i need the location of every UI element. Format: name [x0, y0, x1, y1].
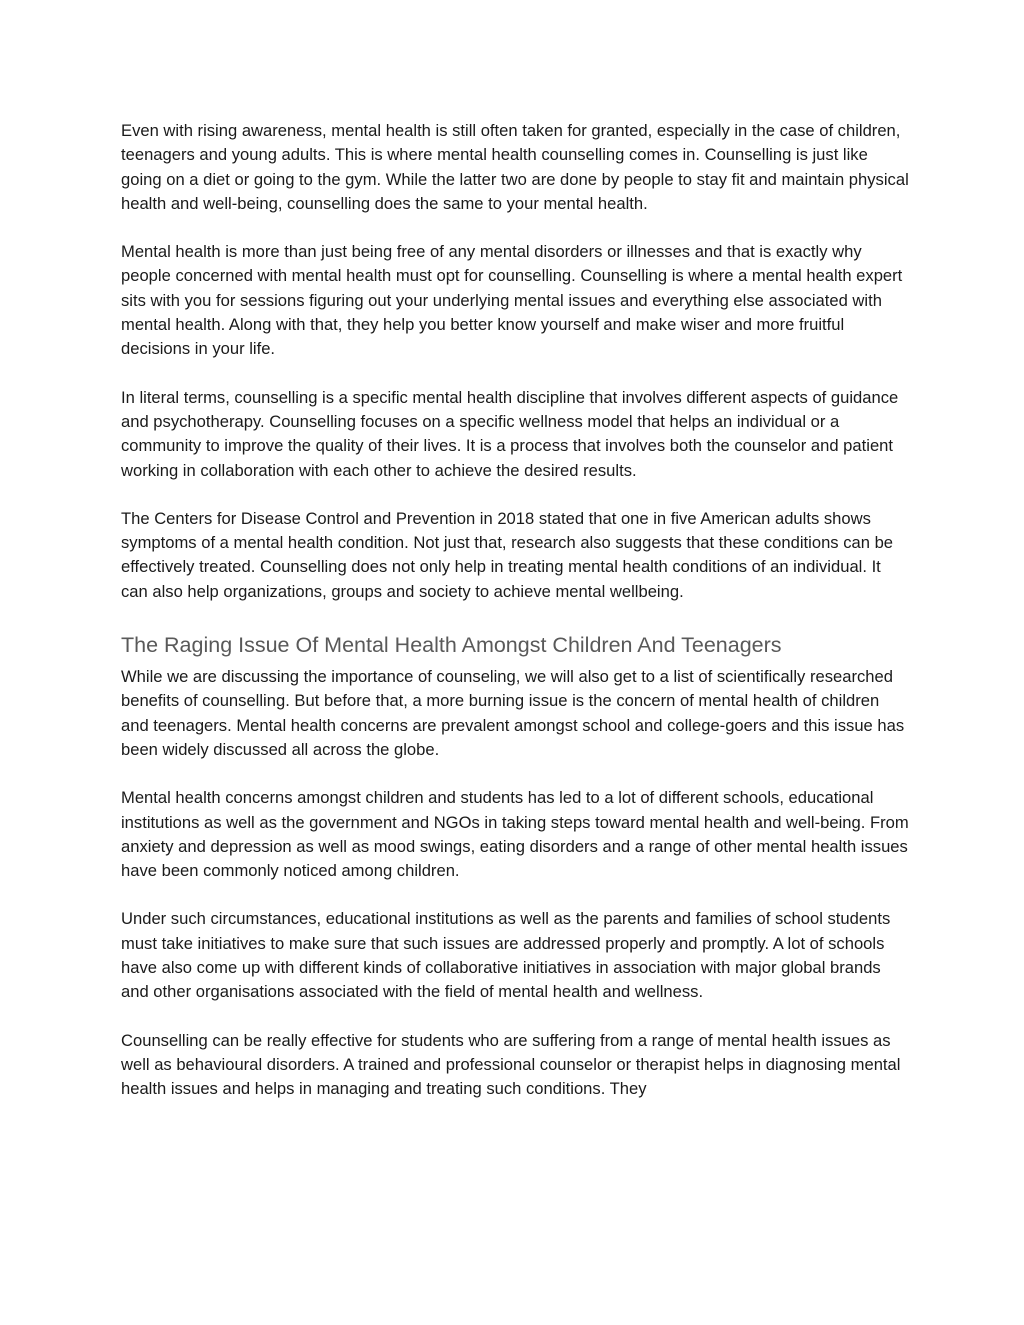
- paragraph-intro-4: The Centers for Disease Control and Prevention in 2018 stated that one in five American adults shows symptoms of a mental health condition. Not just that, research also suggests that these conditions can be effectively treated. Counselling does not only help in treating mental health conditions of an individual. It can also help organizations, groups and society to achieve mental wellbeing.: [121, 508, 894, 601]
- paragraph-intro-1: Even with rising awareness, mental health is still often taken for granted, especially in the case of children, teenagers and young adults. This is where mental health counselling comes in. Counselling is just like going on a diet or going to the gym. While the latter two are done by people to stay fit and maintain physical health and well-being, counselling does the same to your mental health.: [121, 121, 909, 213]
- paragraph-section-2: Mental health concerns amongst children and students has led to a lot of different schools, educational institutions as well as the government and NGOs in taking steps toward mental health and well-being. From anxiety and depression as well as mood swings, eating disorders and a range of other mental health issues have been commonly noticed among children.: [121, 788, 909, 881]
- paragraph-section-4: Counselling can be really effective for students who are suffering from a range of mental health issues as well as behavioural disorders. A trained and professional counselor or therapist helps in diagnosing mental health issues and helps in managing and treating such conditions. They: [121, 1030, 901, 1099]
- paragraph-intro-3: In literal terms, counselling is a specific mental health discipline that involves different aspects of guidance and psychotherapy. Counselling focuses on a specific wellness model that helps an individual or a community to improve the quality of their lives. It is a process that involves both the counselor and patient working in collaboration with each other to achieve the desired results.: [121, 387, 899, 480]
- section-heading: The Raging Issue Of Mental Health Amongst Children And Teenagers: [121, 633, 782, 658]
- document-page: [121, 119, 911, 1126]
- paragraph-intro-2: Mental health is more than just being free of any mental disorders or illnesses and that is exactly why people concerned with mental health must opt for counselling. Counselling is where a mental health expert sits with you for sessions figuring out your underlying mental issues and everything else associated with mental health. Along with that, they help you better know yourself and make wiser and more fruitful decisions in your life.: [121, 242, 903, 359]
- paragraph-section-1: While we are discussing the importance of counseling, we will also get to a list of scientifically researched benefits of counselling. But before that, a more burning issue is the concern of mental health of children and teenagers. Mental health concerns are prevalent amongst school and college-goers and this issue has been widely discussed all across the globe.: [121, 667, 905, 759]
- paragraph-section-3: Under such circumstances, educational institutions as well as the parents and families of school students must take initiatives to make sure that such issues are addressed properly and promptly. A lot of schools have also come up with different kinds of collaborative initiatives in association with major global brands and other organisations associated with the field of mental health and wellness.: [121, 909, 891, 1002]
